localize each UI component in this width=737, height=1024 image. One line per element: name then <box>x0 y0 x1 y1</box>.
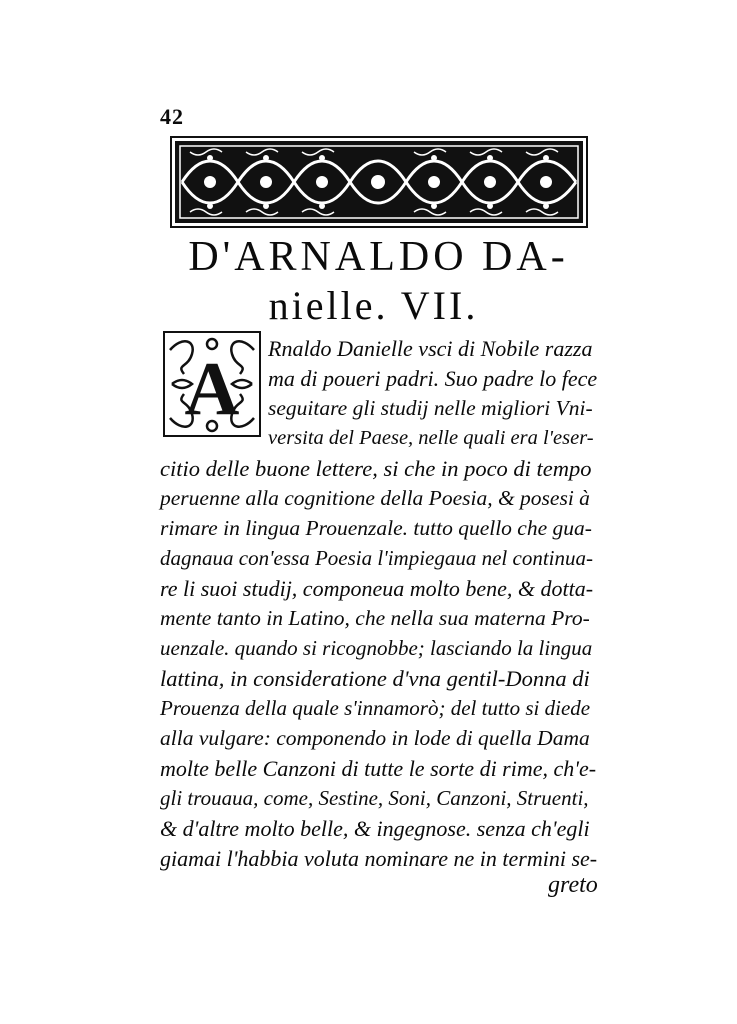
body-line: molte belle Canzoni di tutte le sorte di rime, ch'e- <box>160 756 597 781</box>
body-line: lattina, in consideratione d'vna gentil-Donna di <box>160 666 590 691</box>
body-line: re li suoi studij, componeua molto bene, & dotta- <box>160 576 594 601</box>
catchword: greto <box>548 872 598 898</box>
body-line: citio delle buone lettere, si che in poco di tempo <box>160 456 592 481</box>
chapter-title-line-1: D'ARNALDO DA- <box>188 234 569 280</box>
body-line: peruenne alla cognitione della Poesia, & posesi à <box>160 486 590 510</box>
svg-text:A: A <box>184 347 240 431</box>
page-number: 42 <box>160 104 184 129</box>
body-line: & d'altre molto belle, & ingegnose. senza ch'egli <box>160 816 590 841</box>
body-line: ma di poueri padri. Suo padre lo fece <box>268 366 598 391</box>
body-line: rimare in lingua Prouenzale. tutto quello che gua- <box>160 516 592 540</box>
body-line: mente tanto in Latino, che nella sua materna Pro- <box>160 606 590 630</box>
body-line: gli trouaua, come, Sestine, Soni, Canzoni, Struenti, <box>160 786 589 810</box>
body-line: giamai l'habbia voluta nominare ne in termini se- <box>160 846 598 871</box>
body-line: alla vulgare: componendo in lode di quella Dama <box>160 726 590 750</box>
body-line: dagnaua con'essa Poesia l'impiegaua nel continua- <box>160 546 594 570</box>
chapter-title-line-2: nielle. VII. <box>268 283 479 328</box>
body-line: versita del Paese, nelle quali era l'eser- <box>268 427 594 449</box>
body-line: Rnaldo Danielle vsci di Nobile razza <box>268 336 593 361</box>
decorated-initial <box>162 330 262 438</box>
body-line: Prouenza della quale s'innamorò; del tutto si diede <box>160 696 591 720</box>
body-line: seguitare gli studij nelle migliori Vni- <box>268 396 593 420</box>
body-line: uenzale. quando si ricognobbe; lasciando la lingua <box>160 636 593 660</box>
ornamental-headpiece <box>170 136 588 228</box>
